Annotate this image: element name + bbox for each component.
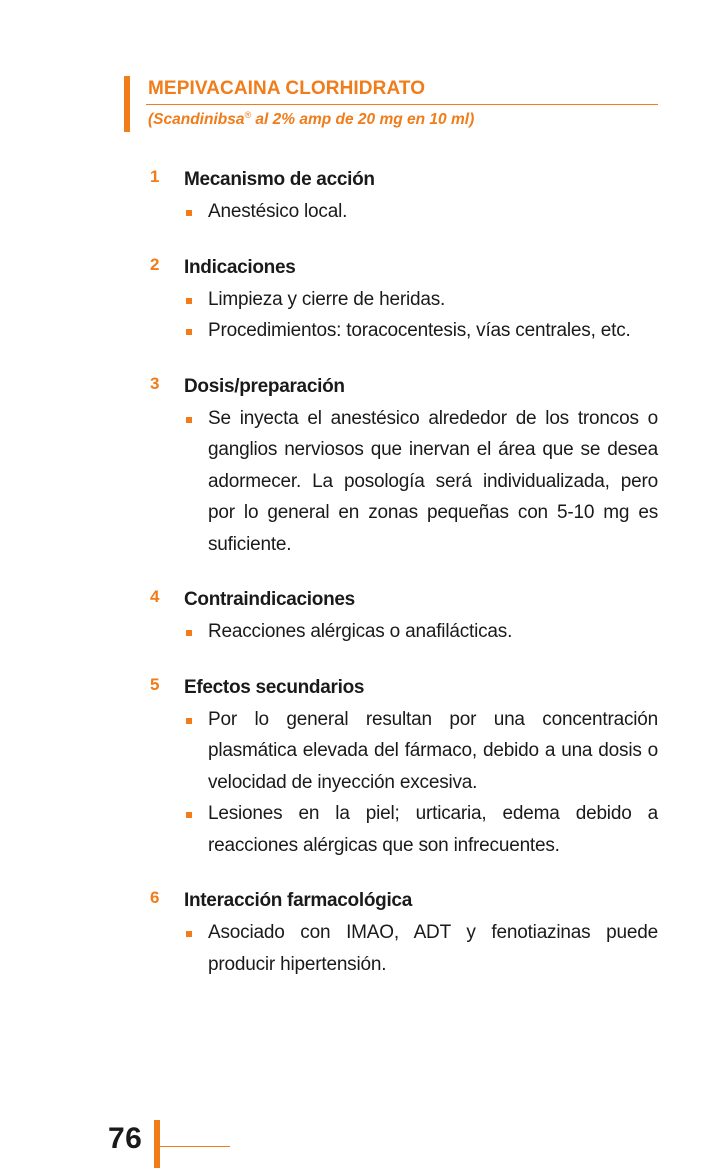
section-heading: Contraindicaciones	[184, 589, 355, 610]
section-number: 4	[150, 587, 160, 606]
bullet-item: Se inyecta el anestésico alrededor de los troncos o ganglios nerviosos que inervan el área que se desea adormecer. La posología será individualizada, pero por lo general en zonas pequeñas con 5-10 mg es suficiente.	[208, 403, 658, 561]
bullet-list	[150, 284, 658, 347]
section-heading: Mecanismo de acción	[184, 169, 375, 190]
section-dosis	[150, 371, 658, 561]
registered-mark: ®	[244, 110, 252, 120]
section-heading: Dosis/preparación	[184, 375, 345, 397]
bullet-list	[150, 704, 658, 862]
bullet-item: Por lo general resultan por una concentración plasmática elevada del fármaco, debido a una dosis o velocidad de inyección excesiva.	[208, 704, 658, 799]
bullet-list	[150, 917, 658, 980]
page-number: 76	[108, 1122, 143, 1155]
section-heading: Indicaciones	[184, 256, 296, 278]
section-heading: Interacción farmacológica	[184, 890, 412, 911]
footer-accent-bar	[154, 1120, 160, 1168]
section-interaccion	[150, 885, 658, 980]
bullet-item: Limpieza y cierre de heridas.	[208, 284, 658, 316]
footer-rule	[160, 1146, 230, 1147]
drug-title: MEPIVACAINA CLORHIDRATO	[148, 78, 426, 99]
section-heading: Efectos secundarios	[184, 676, 365, 698]
section-number: 5	[150, 674, 160, 694]
bullet-list	[150, 196, 658, 228]
bullet-item: Asociado con IMAO, ADT y fenotiazinas puede producir hipertensión.	[208, 917, 658, 980]
section-number: 1	[150, 167, 160, 186]
bullet-list	[150, 616, 658, 648]
bullet-item: Reacciones alérgicas o anafilácticas.	[208, 616, 658, 648]
section-indicaciones	[150, 252, 658, 347]
bullet-item: Procedimientos: toracocentesis, vías centrales, etc.	[208, 315, 658, 347]
header-rule	[146, 104, 658, 105]
section-efectos	[150, 672, 658, 862]
drug-sections	[150, 164, 658, 1004]
bullet-item: Lesiones en la piel; urticaria, edema debido a reacciones alérgicas que son infrecuentes.	[208, 798, 658, 861]
drug-header	[124, 72, 658, 134]
header-accent-bar	[124, 76, 130, 132]
drug-subtitle	[148, 110, 474, 129]
subtitle-brand: (Scandinibsa	[148, 111, 245, 129]
subtitle-detail: al 2% amp de 20 mg en 10 ml)	[251, 111, 475, 129]
section-number: 2	[150, 254, 160, 274]
bullet-item: Anestésico local.	[208, 196, 658, 228]
bullet-list	[150, 403, 658, 561]
section-contraindicaciones	[150, 584, 658, 648]
section-number: 6	[150, 888, 160, 907]
section-mecanismo	[150, 164, 658, 228]
section-number: 3	[150, 373, 160, 393]
